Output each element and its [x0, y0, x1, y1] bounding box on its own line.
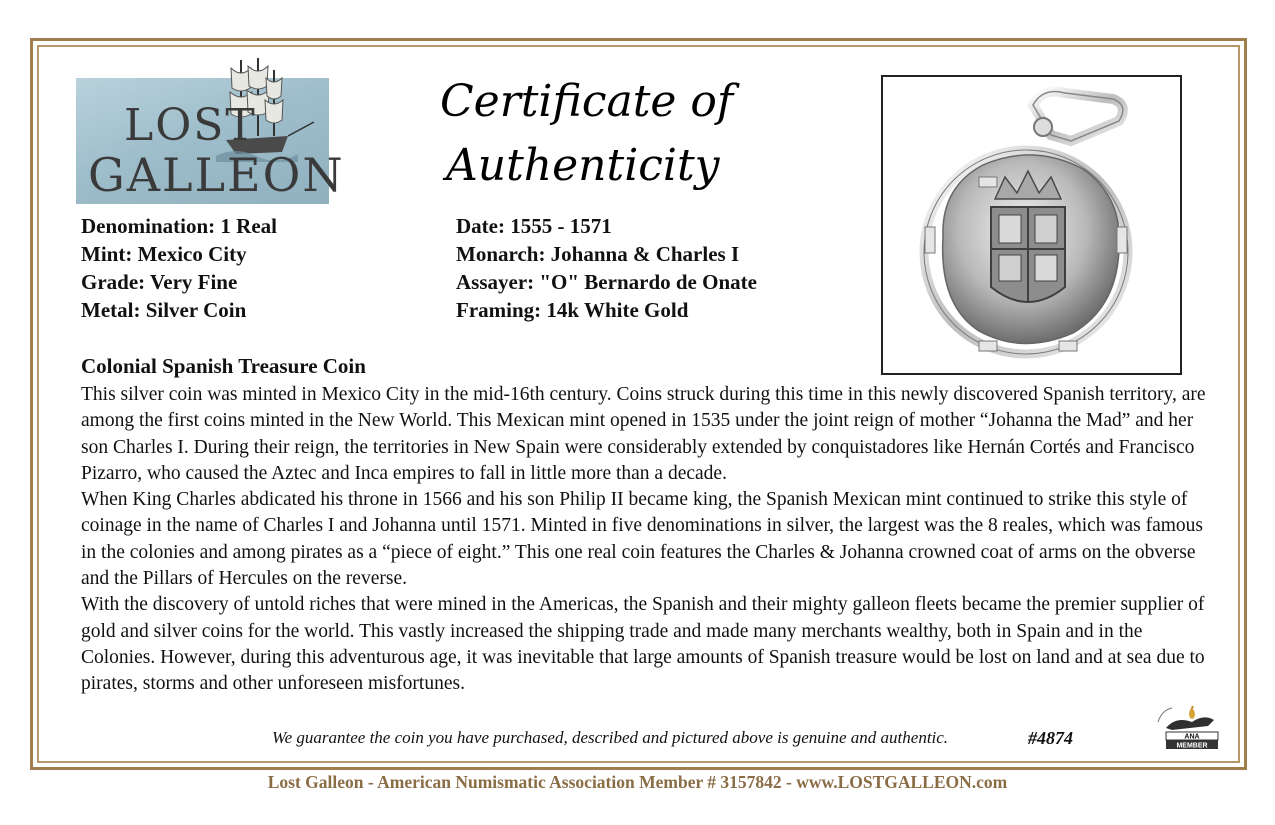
spec-metal: Metal: Silver Coin	[81, 298, 247, 322]
paragraph-3: With the discovery of untold riches that were mined in the Americas, the Spanish and their mighty galleon fleets became the premier supplier of gold and silver coins for the world. This vastly increased the shipping trade and made many merchants wealthy, both in Spain and in the Colonies. However, during this adventurous age, it was inevitable that large amounts of Spanish treasure would be lost on land and at sea due to pirates, storms and other unforeseen misfortunes.	[81, 594, 1205, 695]
spec-mint: Mint: Mexico City	[81, 242, 247, 266]
spec-framing: Framing: 14k White Gold	[456, 298, 689, 322]
specs-left-column	[81, 212, 277, 324]
badge-bottom-text: MEMBER	[1176, 742, 1208, 750]
footer-line: Lost Galleon - American Numismatic Association Member # 3157842 - www.LOSTGALLEON.com	[267, 772, 1008, 792]
lost-galleon-logo	[76, 78, 345, 204]
spec-assayer: Assayer: "O" Bernardo de Onate	[456, 270, 757, 294]
section-heading: Colonial Spanish Treasure Coin	[81, 354, 366, 378]
spec-monarch: Monarch: Johanna & Charles I	[456, 242, 740, 266]
coin-photo	[881, 75, 1182, 375]
silver-coin-pendant-icon	[883, 77, 1180, 373]
title-line-2: Authenticity	[446, 140, 720, 191]
specs-right-column	[456, 212, 757, 324]
guarantee-statement: We guarantee the coin you have purchased, described and pictured above is genuine and authentic.	[272, 728, 949, 747]
logo-line-2: GALLEON	[88, 148, 345, 202]
paragraph-1: This silver coin was minted in Mexico City in the mid-16th century. Coins struck during this time in this newly discovered Spanish territory, are among the first coins minted in the New World. This Mexican mint opened in 1535 under the joint reign of mother “Johanna the Mad” and her son Charles I. During their reign, the territories in New Spain were considerably extended by conquistadores like Hernán Cortés and Francisco Pizarro, who caused the Aztec and Inca empires to fall in little more than a decade.	[81, 384, 1206, 484]
paragraph-2: When King Charles abdicated his throne in 1566 and his son Philip II became king, the Spanish Mexican mint continued to strike this style of coinage in the name of Charles I and Johanna until 1571. Minted in five denominations in silver, the largest was the 8 reales, which was famous in the colonies and among pirates as a “piece of eight.” This one real coin features the Charles & Johanna crowned coat of arms on the obverse and the Pillars of Hercules on the reverse.	[81, 489, 1204, 590]
spec-date: Date: 1555 - 1571	[456, 214, 612, 238]
serial-number: #4874	[1028, 728, 1073, 748]
spec-grade: Grade: Very Fine	[81, 270, 238, 294]
ana-member-badge	[1152, 706, 1228, 757]
description-body	[81, 382, 1221, 698]
badge-top-text: ANA	[1184, 733, 1200, 741]
title-line-1: Certificate of	[440, 76, 734, 127]
certificate-title	[440, 70, 760, 198]
ana-lamp-icon	[1152, 706, 1228, 752]
logo-line-1: LOST	[124, 100, 257, 151]
spec-denomination: Denomination: 1 Real	[81, 214, 277, 238]
